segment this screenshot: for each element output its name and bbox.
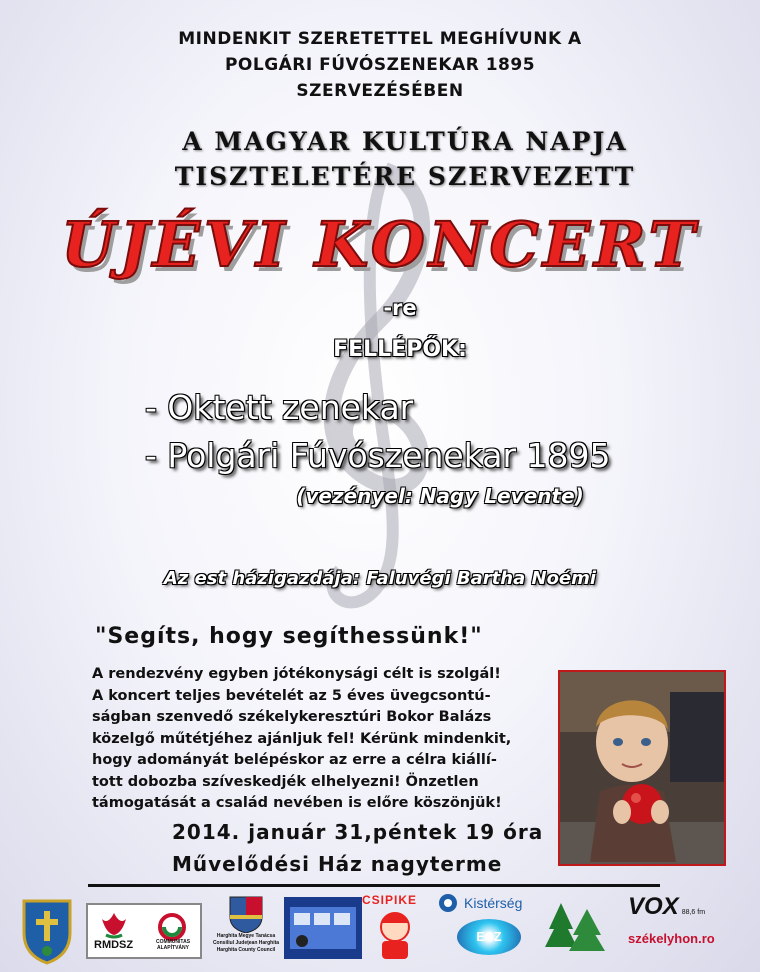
forest-logo	[545, 899, 605, 957]
rmdsz-communitas-logo	[86, 903, 202, 959]
title-suffix: -re	[383, 296, 417, 320]
conductor-note: (vezényel: Nagy Levente)	[296, 484, 584, 508]
subtitle-line-2: TISZTELETÉRE SZERVEZETT	[174, 162, 636, 191]
film-strip-logo	[284, 897, 362, 959]
charity-line: ságban szenvedő székelykeresztúri Bokor Balázs	[92, 709, 492, 725]
vox-szekelyhon-logo	[628, 893, 728, 946]
szekelyhon-label: székelyhon.ro	[628, 931, 715, 946]
intro-line-2: POLGÁRI FÚVÓSZENEKAR 1895	[224, 55, 536, 75]
event-subtitle	[150, 124, 660, 194]
harghita-council-logo	[210, 893, 282, 954]
vox-frequency: 88,6 fm	[681, 909, 706, 916]
concert-title: ÚJÉVI KONCERT	[61, 208, 699, 281]
performer-item: - Oktett zenekar	[145, 388, 414, 427]
kisterseg-emblem-icon	[435, 893, 461, 913]
council-line-3: Harghita County Council	[216, 947, 276, 953]
vox-label: VOX	[628, 893, 679, 920]
council-shield-icon	[210, 893, 282, 933]
charity-line: közelgő műtétjéhez ajánljuk fel! Kérünk mindenkit,	[92, 730, 512, 747]
film-strip-icon	[284, 897, 362, 959]
child-photo	[558, 670, 726, 866]
charity-line: hogy adományát belépéskor az erre a célra kiállí-	[92, 752, 497, 768]
communitas-label: COMMUNITAS ALAPÍTVÁNY	[155, 939, 191, 951]
charity-line: tott dobozba szíveskedjék elhelyezni! Önzetlen	[92, 773, 479, 790]
pine-trees-icon	[545, 899, 605, 957]
council-line-1: Harghita Megye Tanácsa	[216, 933, 276, 939]
charity-line: A koncert teljes bevételét az 5 éves üvegcsontú-	[92, 687, 491, 704]
subtitle-line-1: A MAGYAR KULTÚRA NAPJA	[182, 127, 628, 156]
esz-label: ESZ	[457, 919, 521, 955]
charity-text	[92, 664, 532, 815]
child-with-apple-image	[560, 672, 724, 864]
cartoon-character-icon	[362, 907, 428, 961]
charity-line: A rendezvény egyben jótékonysági célt is szolgál!	[92, 666, 501, 682]
event-venue: Művelődési Ház nagyterme	[172, 852, 503, 876]
intro-line-3: SZERVEZÉSÉBEN	[296, 81, 464, 101]
performers-heading: FELLÉPŐK:	[333, 337, 467, 362]
invitation-intro	[0, 26, 760, 104]
performer-item: - Polgári Fúvószenekar 1895	[145, 436, 611, 475]
kisterseg-logo	[435, 893, 545, 955]
charity-line: támogatását a család nevében is előre köszönjük!	[92, 795, 502, 811]
csipike-label: CSIPIKE	[362, 893, 418, 907]
sponsor-logos	[0, 893, 760, 968]
intro-line-1: MINDENKIT SZERETETTEL MEGHÍVUNK A	[178, 29, 582, 49]
kisterseg-label: Kistérség	[464, 895, 523, 911]
council-line-2: Consiliul Judeţean Harghita	[212, 940, 280, 946]
event-host: Az est házigazdája: Faluvégi Bartha Noémi	[163, 568, 597, 589]
event-date: 2014. január 31,péntek 19 óra	[172, 820, 544, 844]
csipike-logo	[362, 893, 428, 961]
county-coat-of-arms-logo	[18, 893, 76, 965]
slogan: "Segíts, hogy segíthessünk!"	[95, 624, 483, 649]
coat-of-arms-icon	[18, 893, 76, 965]
divider-line	[88, 884, 660, 887]
rmdsz-label: RMDSZ	[94, 939, 134, 951]
